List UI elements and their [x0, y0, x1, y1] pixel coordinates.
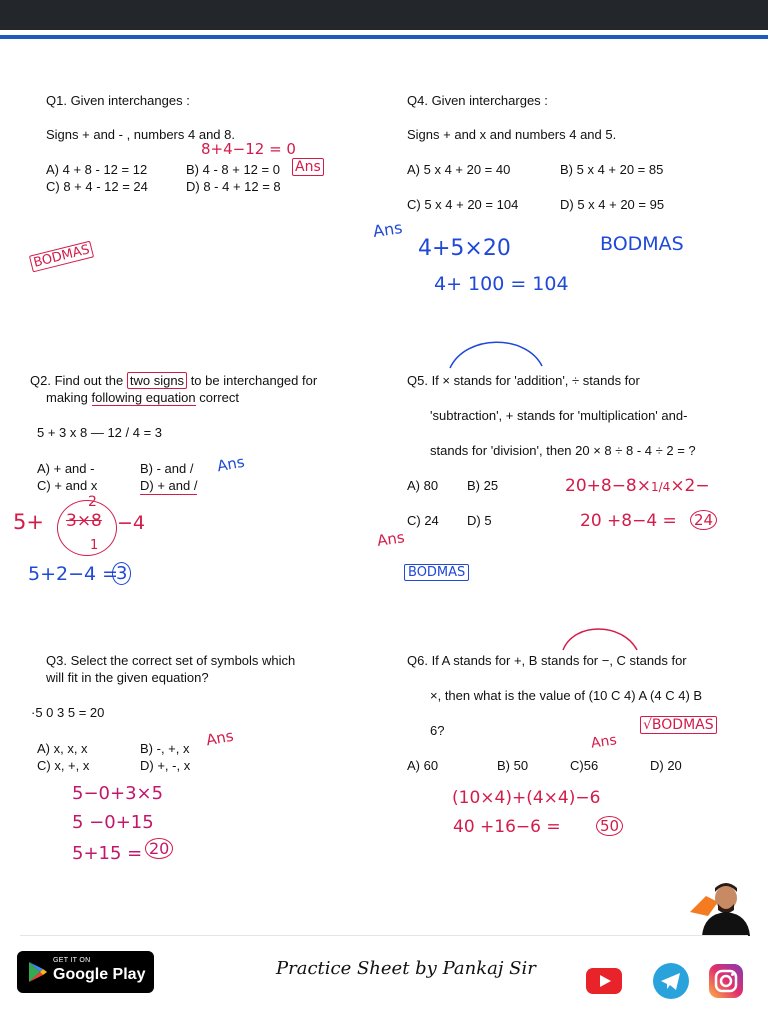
- q2-title-line-2: [46, 389, 239, 406]
- q6-line-2: ×, then what is the value of (10 C 4) A (4 C 4) B: [430, 688, 703, 703]
- q5-arc-mark: [446, 338, 546, 370]
- q6-option-a: A) 60: [407, 758, 439, 773]
- q1-answer-mark: Ans: [292, 158, 324, 176]
- q1-title: Q1. Given interchanges :: [46, 93, 190, 108]
- youtube-icon[interactable]: [585, 962, 623, 1000]
- q2-option-a: A) + and -: [37, 461, 95, 476]
- header-bar: [0, 0, 768, 30]
- q2-handwritten-minus: −4: [117, 512, 146, 534]
- q4-option-b: B) 5 x 4 + 20 = 85: [560, 162, 664, 177]
- q5-option-d: D) 5: [467, 513, 492, 528]
- q2-title-start: Q2. Find out the: [30, 373, 124, 388]
- q5-option-c: C) 24: [407, 513, 439, 528]
- q3-title: Q3. Select the correct set of symbols which: [46, 653, 296, 668]
- q3-answer-mark: Ans: [204, 726, 235, 750]
- q2-option-d: D) + and /: [140, 478, 198, 493]
- q2-title-line-2-end: correct: [195, 390, 239, 405]
- q3-handwritten-work-2: 5 −0+15: [72, 812, 154, 833]
- q6-option-d: D) 20: [650, 758, 682, 773]
- footer-credit: Practice Sheet by Pankaj Sir: [276, 958, 536, 979]
- q4-option-a: A) 5 x 4 + 20 = 40: [407, 162, 511, 177]
- q3-handwritten-work-1: 5−0+3×5: [72, 783, 164, 804]
- q3-option-d: D) +, -, x: [140, 758, 191, 773]
- footer-divider: [20, 935, 748, 936]
- q1-option-d: D) 8 - 4 + 12 = 8: [186, 179, 281, 194]
- q4-handwritten-work-2: 4+ 100 = 104: [434, 273, 569, 295]
- q5-option-a: A) 80: [407, 478, 439, 493]
- q2-equation: 5 + 3 x 8 — 12 / 4 = 3: [37, 425, 163, 440]
- q4-line: Signs + and x and numbers 4 and 5.: [407, 127, 617, 142]
- q5-bodmas-note: BODMAS: [404, 564, 469, 581]
- q6-option-c: C)56: [570, 758, 599, 773]
- bodmas-note-left: BODMAS: [29, 241, 95, 273]
- q2-option-b: B) - and /: [140, 461, 194, 476]
- q6-handwritten-answer: 50: [596, 816, 623, 836]
- q5-work-1-fraction: 1/4: [651, 480, 671, 494]
- q3-option-b: B) -, +, x: [140, 741, 190, 756]
- q5-answer-mark: Ans: [375, 528, 406, 550]
- avatar: [688, 876, 754, 936]
- q4-handwritten-work-1: 4+5×20: [418, 236, 511, 261]
- google-play-small-text: GET IT ON: [53, 957, 91, 964]
- instagram-icon[interactable]: [707, 962, 745, 1000]
- q2-handwritten-box: 3×8: [66, 511, 102, 531]
- q1-option-b: B) 4 - 8 + 12 = 0: [186, 162, 280, 177]
- q4-option-d: D) 5 x 4 + 20 = 95: [560, 197, 665, 212]
- q3-handwritten-answer: 20: [145, 838, 173, 859]
- google-play-text: Google Play: [53, 966, 146, 983]
- q2-handwritten-bottom: 1: [90, 538, 99, 553]
- telegram-icon[interactable]: [652, 962, 690, 1000]
- q2-title-underlined: following equation: [91, 390, 196, 405]
- q5-handwritten-work-1: [565, 476, 710, 496]
- q6-line-1: Q6. If A stands for +, B stands for −, C stands for: [407, 653, 687, 668]
- q4-option-c: C) 5 x 4 + 20 = 104: [407, 197, 519, 212]
- q4-title: Q4. Given intercharges :: [407, 93, 548, 108]
- q5-handwritten-answer: 24: [690, 510, 717, 530]
- header-rule: [0, 35, 768, 39]
- q2-answer-mark: Ans: [215, 452, 246, 476]
- q2-handwritten-top: 2: [88, 494, 97, 510]
- q3-title-line-2: will fit in the given equation?: [46, 670, 209, 685]
- q1-handwritten-work: 8+4−12 = 0: [201, 140, 296, 158]
- q2-handwritten-work-1: 5+: [13, 510, 44, 534]
- q6-bodmas-note: √BODMAS: [640, 716, 717, 734]
- q3-equation: ·5 0 3 5 = 20: [31, 705, 105, 720]
- q6-line-3: 6?: [430, 723, 445, 738]
- q3-option-a: A) x, x, x: [37, 741, 88, 756]
- q1-line: Signs + and - , numbers 4 and 8.: [46, 127, 235, 142]
- q6-arc-mark: [560, 626, 640, 652]
- q4-bodmas-note: BODMAS: [600, 233, 684, 255]
- q2-title-boxed: two signs: [127, 372, 187, 389]
- q5-option-b: B) 25: [467, 478, 499, 493]
- q5-work-1-end: ×2−: [670, 476, 710, 496]
- q2-title-end: to be interchanged for: [190, 373, 318, 388]
- q2-handwritten-answer: 3: [112, 562, 131, 585]
- q5-line-2: 'subtraction', + stands for 'multiplication' and-: [430, 408, 688, 423]
- q2-option-c: C) + and x: [37, 478, 98, 493]
- q5-work-1-start: 20+8−8×: [565, 476, 651, 496]
- q1-option-c: C) 8 + 4 - 12 = 24: [46, 179, 148, 194]
- q2-title: [30, 372, 317, 389]
- q4-answer-mark: Ans: [371, 218, 404, 241]
- q5-line-1: Q5. If × stands for 'addition', ÷ stands for: [407, 373, 640, 388]
- q5-line-3: stands for 'division', then 20 × 8 ÷ 8 - 4 ÷ 2 = ?: [430, 443, 696, 458]
- q6-handwritten-work-2: 40 +16−6 =: [453, 817, 561, 837]
- google-play-icon: [28, 961, 48, 983]
- q2-title-line-2-start: making: [46, 390, 92, 405]
- q6-answer-mark: Ans: [590, 732, 618, 752]
- q2-handwritten-work-2: 5+2−4 =: [28, 563, 119, 585]
- q3-option-c: C) x, +, x: [37, 758, 90, 773]
- google-play-badge[interactable]: [17, 951, 154, 993]
- q1-option-a: A) 4 + 8 - 12 = 12: [46, 162, 148, 177]
- q3-handwritten-work-3: 5+15 =: [72, 843, 143, 864]
- q6-handwritten-work-1: (10×4)+(4×4)−6: [452, 788, 601, 808]
- q5-handwritten-work-2: 20 +8−4 =: [580, 511, 677, 531]
- q6-option-b: B) 50: [497, 758, 529, 773]
